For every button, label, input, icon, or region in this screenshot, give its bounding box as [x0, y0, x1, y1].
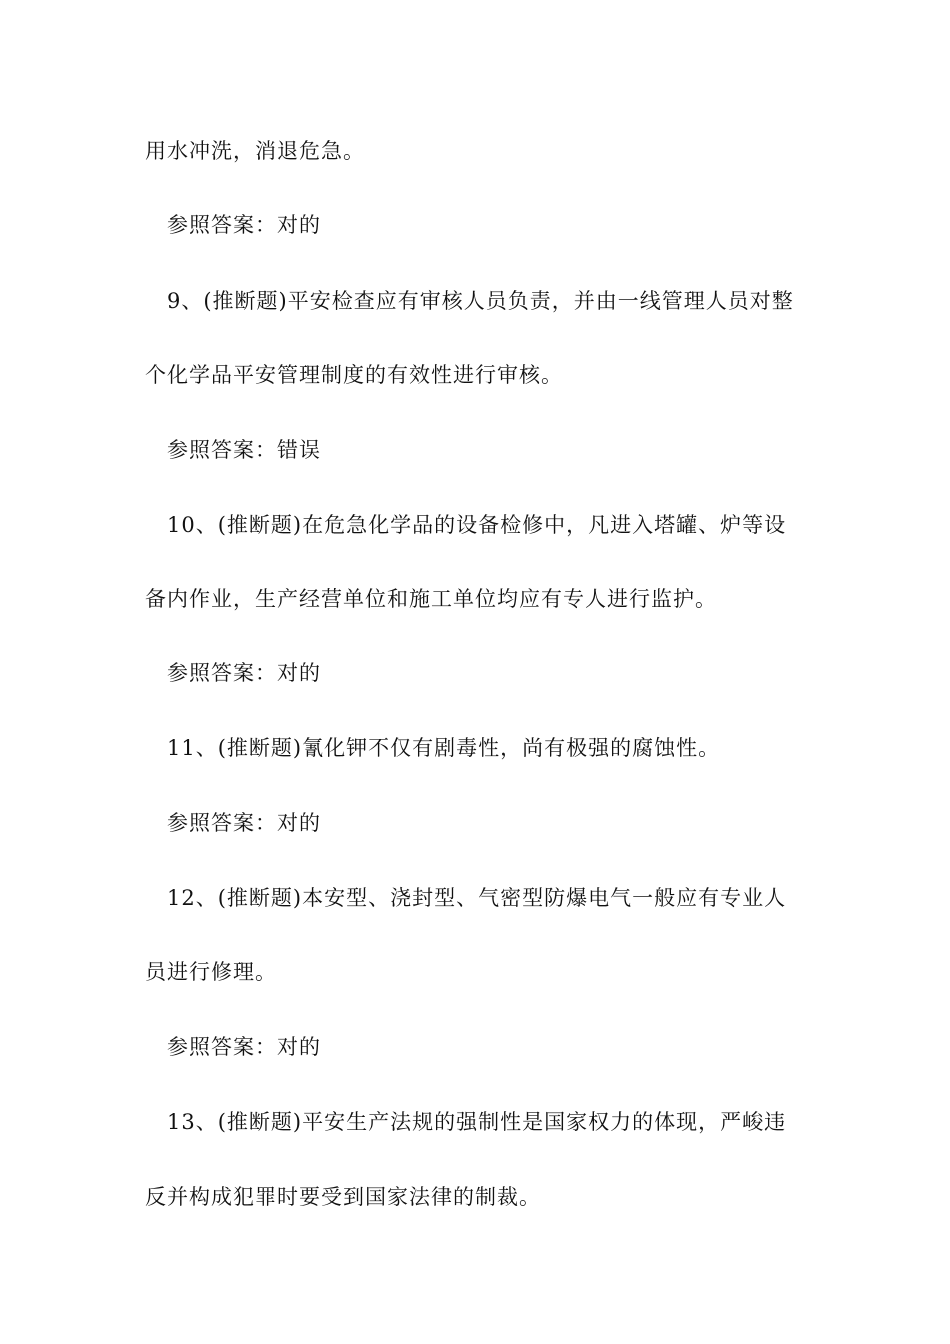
text-line: 反并构成犯罪时要受到国家法律的制裁。	[145, 1185, 541, 1209]
question-line: 13、(推断题)平安生产法规的强制性是国家权力的体现，严峻违	[167, 1110, 787, 1134]
text-line: 备内作业，生产经营单位和施工单位均应有专人进行监护。	[145, 587, 717, 611]
question-line: 12、(推断题)本安型、浇封型、气密型防爆电气一般应有专业人	[167, 886, 787, 910]
answer-line: 参照答案：对的	[167, 213, 321, 237]
question-line: 9、(推断题)平安检查应有审核人员负责，并由一线管理人员对整	[167, 289, 794, 313]
question-line: 11、(推断题)氰化钾不仅有剧毒性，尚有极强的腐蚀性。	[167, 736, 721, 760]
text-line: 员进行修理。	[145, 960, 277, 984]
answer-line: 参照答案：对的	[167, 1035, 321, 1059]
question-line: 10、(推断题)在危急化学品的设备检修中，凡进入塔罐、炉等设	[167, 513, 787, 537]
answer-line: 参照答案：对的	[167, 811, 321, 835]
text-line: 个化学品平安管理制度的有效性进行审核。	[145, 363, 563, 387]
answer-line: 参照答案：对的	[167, 661, 321, 685]
text-line: 用水冲洗，消退危急。	[145, 139, 365, 163]
answer-line: 参照答案：错误	[167, 438, 321, 462]
